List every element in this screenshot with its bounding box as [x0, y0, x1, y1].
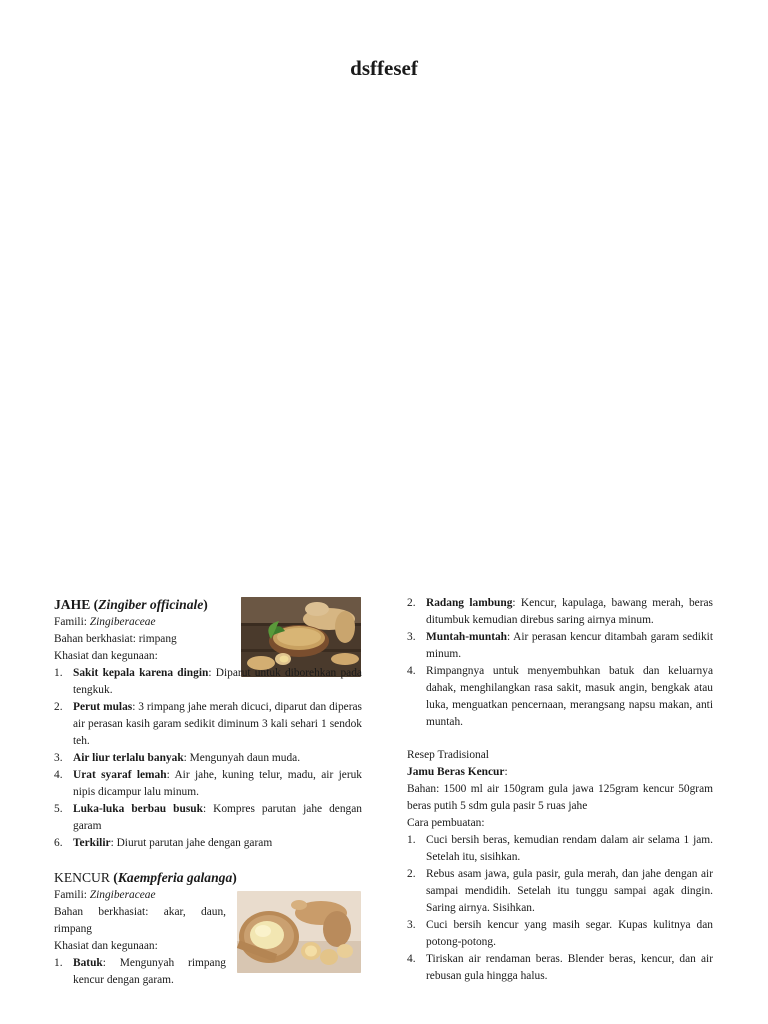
- kencur-bahan: Bahan berkhasiat: akar, daun, rimpang: [54, 906, 226, 935]
- list-item: 6. Terkilir: Diurut parutan jahe dengan garam: [54, 837, 273, 849]
- jahe-khasiat-label: Khasiat dan kegunaan:: [54, 650, 158, 662]
- jahe-bahan: Bahan berkhasiat: rimpang: [54, 633, 177, 645]
- resep-bahan: Bahan: 1500 ml air 150gram gula jawa 125gram kencur 50gram beras putih 5 sdm gula pasir 5 ruas jahe: [407, 783, 713, 812]
- kencur-uses-list-continued: [407, 595, 713, 731]
- document-title: dsffesef: [350, 56, 418, 80]
- jahe-famili-value: Zingiberaceae: [89, 616, 156, 628]
- left-column: [54, 595, 362, 989]
- jahe-uses-list: [54, 665, 362, 852]
- list-item: 4. Tiriskan air rendaman beras. Blender beras, kencur, dan air rebusan gula hingga halus.: [407, 953, 713, 982]
- list-item: 4. Rimpangnya untuk menyembuhkan batuk dan keluarnya dahak, menghilangkan rasa sakit, masuk angin, bengkak atau luka, menguatkan pencernaan, merangsang napsu makan, anti muntah.: [407, 665, 713, 728]
- list-item: 1. Sakit kepala karena dingin: Diparut untuk diborehkan pada tengkuk.: [54, 667, 362, 696]
- list-item: 3. Muntah-muntah: Air perasan kencur ditambah garam sedikit minum.: [407, 631, 713, 660]
- list-item: 3. Cuci bersih kencur yang masih segar. Kupas kulitnya dan potong-potong.: [407, 919, 713, 948]
- kencur-famili: Famili: Zingiberaceae: [54, 889, 156, 901]
- kencur-famili-value: Zingiberaceae: [89, 889, 156, 901]
- jahe-famili: Famili: Zingiberaceae: [54, 616, 156, 628]
- right-column: [407, 595, 713, 985]
- list-item: 5. Luka-luka berbau busuk: Kompres parutan jahe dengan garam: [54, 803, 362, 832]
- resep-steps-list: [407, 832, 713, 985]
- resep-title: Jamu Beras Kencur:: [407, 766, 508, 778]
- list-item: 2. Rebus asam jawa, gula pasir, gula merah, dan jahe dengan air sampai mendidih. Setelah itu tunggu sampai agak dingin. Saring airnya. Sisihkan.: [407, 868, 713, 914]
- kencur-latin-name: Kaempferia galanga: [117, 870, 233, 885]
- resep-cara-label: Cara pembuatan:: [407, 817, 485, 829]
- kencur-heading: KENCUR (Kaempferia galanga): [54, 870, 237, 885]
- kencur-khasiat-label: Khasiat dan kegunaan:: [54, 940, 158, 952]
- jahe-name: JAHE: [54, 597, 91, 612]
- list-item: 4. Urat syaraf lemah: Air jahe, kuning telur, madu, air jeruk nipis dicampur lalu minum.: [54, 769, 363, 798]
- jahe-latin-name: Zingiber officinale: [98, 597, 204, 612]
- list-item: 1. Batuk: Mengunyah rimpang kencur dengan garam.: [54, 957, 226, 986]
- resep-label: Resep Tradisional: [407, 749, 489, 761]
- list-item: 3. Air liur terlalu banyak: Mengunyah daun muda.: [54, 752, 301, 764]
- kencur-name: KENCUR: [54, 870, 110, 885]
- list-item: 2. Radang lambung: Kencur, kapulaga, bawang merah, beras ditumbuk kemudian direbus saring airnya minum.: [407, 597, 713, 626]
- jahe-heading: JAHE (Zingiber officinale): [54, 597, 208, 612]
- list-item: 2. Perut mulas: 3 rimpang jahe merah dicuci, diparut dan diperas air perasan kasih garam sedikit diminum 3 kali sehari 1 sendok teh.: [54, 701, 362, 747]
- kencur-uses-list: [54, 955, 226, 989]
- list-item: 1. Cuci bersih beras, kemudian rendam dalam air selama 1 jam. Setelah itu, sisihkan.: [407, 834, 713, 863]
